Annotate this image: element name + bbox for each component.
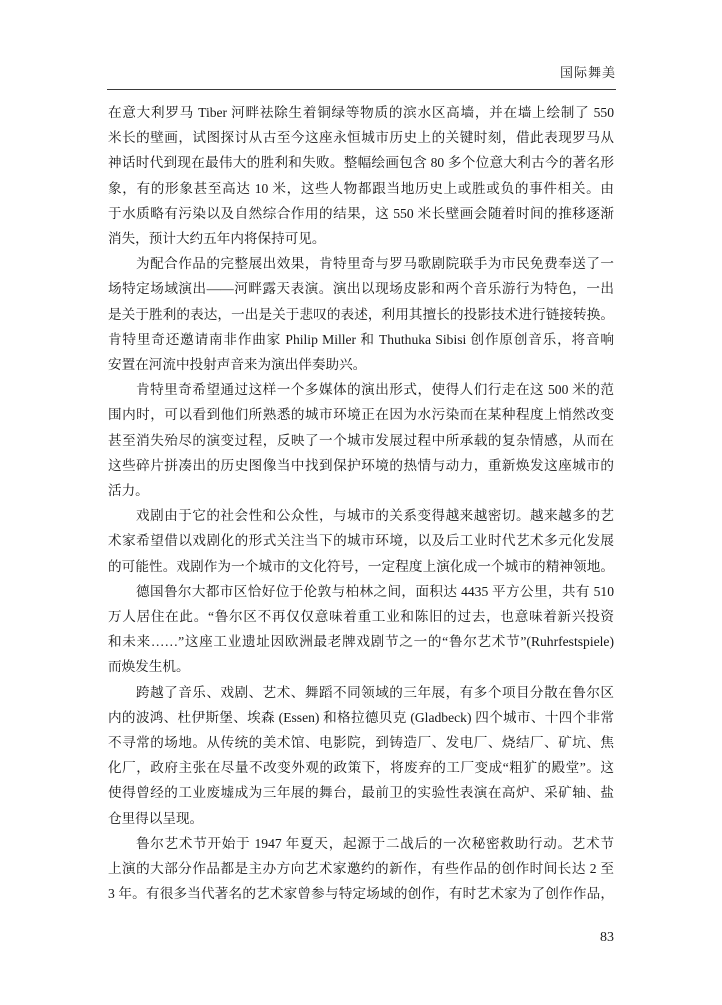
running-head: 国际舞美: [559, 65, 616, 80]
text-line: 肯特里奇还邀请南非作曲家 Philip Miller 和 Thuthuka Sibisi 创作原创音乐，将音响: [108, 331, 614, 347]
text-line: 3 年。有很多当代著名的艺术家曾参与特定场域的创作，有时艺术家为了创作作品，: [108, 886, 614, 902]
text-line: 活力。: [108, 483, 149, 499]
text-line: 这些碎片拼凑出的历史图像当中找到保护环境的热情与动力，重新焕发这座城市的: [108, 457, 614, 473]
text-line: 神话时代到现在最伟大的胜利和失败。整幅绘画包含 80 多个位意大利古今的著名形: [108, 155, 614, 171]
text-line: 消失，预计大约五年内将保持可见。: [108, 231, 326, 247]
text-line: 使得曾经的工业废墟成为三年展的舞台，最前卫的实验性表演在高炉、采矿轴、盐: [108, 785, 614, 801]
text-line: 鲁尔艺术节开始于 1947 年夏天，起源于二战后的一次秘密救助行动。艺术节: [136, 835, 614, 851]
text-line: 上演的大部分作品都是主办方向艺术家邀约的新作，有些作品的创作时间长达 2 至: [108, 861, 614, 877]
text-line: 而焕发生机。: [108, 659, 190, 675]
paragraph: [108, 579, 614, 680]
page-number: 83: [600, 930, 614, 945]
text-line: 跨越了音乐、戏剧、艺术、舞蹈不同领域的三年展，有多个项目分散在鲁尔区: [136, 684, 614, 700]
text-line: 场特定场域演出——河畔露天表演。演出以现场皮影和两个音乐游行为特色，一出: [108, 281, 614, 297]
paragraph: [108, 680, 614, 831]
paragraph: [108, 377, 614, 503]
body-text: [108, 100, 614, 907]
text-line: 象，有的形象甚至高达 10 米，这些人物都跟当地历史上或胜或负的事件相关。由: [108, 180, 614, 196]
paragraph: [108, 831, 614, 907]
paragraph: [108, 503, 614, 579]
paragraph: [108, 100, 614, 251]
text-line: 戏剧由于它的社会性和公众性，与城市的关系变得越来越密切。越来越多的艺: [136, 508, 614, 524]
text-line: 万人居住在此。“鲁尔区不再仅仅意味着重工业和陈旧的过去，也意味着新兴投资: [108, 609, 614, 625]
paragraph: [108, 251, 614, 377]
text-line: 化厂，政府主张在尽量不改变外观的政策下，将废弃的工厂变成“粗犷的殿堂”。这: [108, 760, 614, 776]
text-line: 是关于胜利的表达，一出是关于悲叹的表述，利用其擅长的投影技术进行链接转换。: [108, 306, 614, 322]
text-line: 德国鲁尔大都市区恰好位于伦敦与柏林之间，面积达 4435 平方公里，共有 510: [136, 583, 614, 599]
text-line: 肯特里奇希望通过这样一个多媒体的演出形式，使得人们行走在这 500 米的范: [136, 382, 614, 398]
text-line: 的可能性。戏剧作为一个城市的文化符号，一定程度上演化成一个城市的精神领地。: [108, 558, 614, 574]
header-rule: [107, 89, 616, 90]
text-line: 于水质略有污染以及自然综合作用的结果，这 550 米长壁画会随着时间的推移逐渐: [108, 205, 614, 221]
text-line: 米长的壁画，试图探讨从古至今这座永恒城市历史上的关键时刻，借此表现罗马从: [108, 130, 614, 146]
text-line: 不寻常的场地。从传统的美术馆、电影院，到铸造厂、发电厂、烧结厂、矿坑、焦: [108, 735, 614, 751]
text-line: 术家希望借以戏剧化的形式关注当下的城市环境，以及后工业时代艺术多元化发展: [108, 533, 614, 549]
text-line: 安置在河流中投射声音来为演出伴奏助兴。: [108, 357, 367, 373]
text-line: 仓里得以呈现。: [108, 810, 204, 826]
text-line: 和未来……”这座工业遗址因欧洲最老牌戏剧节之一的“鲁尔艺术节”(Ruhrfestspiele): [108, 634, 614, 650]
text-line: 在意大利罗马 Tiber 河畔祛除生着铜绿等物质的滨水区高墙，并在墙上绘制了 550: [108, 105, 614, 120]
text-line: 甚至消失殆尽的演变过程，反映了一个城市发展过程中所承载的复杂情感，从而在: [108, 432, 614, 448]
text-line: 围内时，可以看到他们所熟悉的城市环境正在因为水污染而在某种程度上悄然改变: [108, 407, 614, 423]
text-line: 为配合作品的完整展出效果，肯特里奇与罗马歌剧院联手为市民免费奉送了一: [136, 256, 614, 272]
text-line: 内的波鸿、杜伊斯堡、埃森 (Essen) 和格拉德贝克 (Gladbeck) 四个城市、十四个非常: [108, 709, 614, 725]
